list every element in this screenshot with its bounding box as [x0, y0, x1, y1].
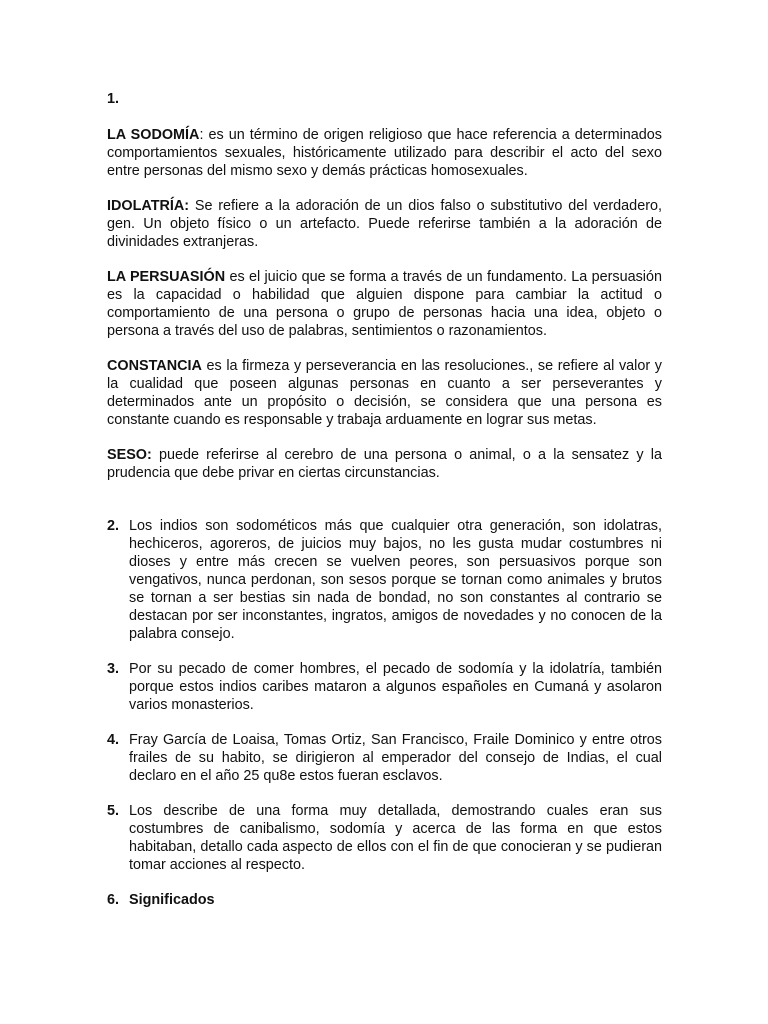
list-number: 4. — [107, 732, 120, 748]
list-number: 6. — [107, 892, 120, 908]
definition-text: : es un término de origen religioso que hace referencia a determinados comportamientos sexuales, históricamente utilizado para describir el acto del sexo entre personas del mismo sexo y demás prácticas homosexuales. — [107, 127, 662, 179]
term: CONSTANCIA — [107, 358, 202, 374]
list-text: Por su pecado de comer hombres, el pecado de sodomía y la idolatría, también porque estos indios caribes mataron a algunos españoles en Cumaná y asolaron varios monasterios. — [129, 661, 662, 713]
definition-text: Se refiere a la adoración de un dios falso o substitutivo del verdadero, gen. Un objeto físico o un artefacto. Puede referirse también a la adoración de divinidades extranjeras. — [107, 198, 662, 250]
term: SESO: — [107, 447, 152, 463]
definition-text: puede referirse al cerebro de una persona o animal, o a la sensatez y la prudencia que debe privar en ciertas circunstancias. — [107, 447, 662, 481]
list-item-6 — [107, 891, 662, 909]
list-item-5 — [107, 802, 662, 874]
section-number-1: 1. — [107, 91, 120, 107]
list-item-2 — [107, 517, 662, 643]
term: IDOLATRÍA: — [107, 198, 190, 214]
list-number: 3. — [107, 661, 120, 677]
term: LA PERSUASIÓN — [107, 269, 226, 285]
definition-persuasion — [107, 268, 662, 340]
list-text: Los indios son sodométicos más que cualquier otra generación, son idolatras, hechiceros, agoreros, de juicios muy bajos, no les gusta mudar costumbres ni dioses y entre más crecen se vuelven peores, son persuasivos porque son vengativos, nunca perdonan, son sesos porque se tornan como animales y brutos se tornan a ser bestias sin nada de bondad, no son constantes al contrario se destacan por ser inconstantes, ingratos, amigos de novedades y no conocen de la palabra consejo. — [129, 518, 662, 642]
definition-text: es la firmeza y perseverancia en las resoluciones., se refiere al valor y la cualidad que poseen algunas personas en cuanto a ser perseverantes y determinados ante un propósito o decisión, se considera que una persona es constante cuando es responsable y trabaja arduamente en lograr sus metas. — [107, 358, 662, 428]
list-number: 2. — [107, 518, 120, 534]
list-item-3 — [107, 660, 662, 714]
list-item-4 — [107, 731, 662, 785]
spacer — [107, 499, 662, 517]
definition-seso — [107, 446, 662, 482]
list-number: 5. — [107, 803, 120, 819]
definition-idolatria — [107, 197, 662, 251]
list-heading: Significados — [129, 892, 215, 908]
term: LA SODOMÍA — [107, 127, 200, 143]
list-text: Los describe de una forma muy detallada, demostrando cuales eran sus costumbres de canibalismo, sodomía y acerca de las forma en que estos habitaban, detallo cada aspecto de ellos con el fin de que conocieran y se pudieran tomar acciones al respecto. — [129, 803, 662, 873]
list-text: Fray García de Loaisa, Tomas Ortiz, San Francisco, Fraile Dominico y entre otros frailes de su habito, se dirigieron al emperador del consejo de Indias, el cual declaro en el año 25 qu8e estos fueran esclavos. — [129, 732, 662, 784]
definition-text: es el juicio que se forma a través de un fundamento. La persuasión es la capacidad o habilidad que alguien dispone para cambiar la actitud o comportamiento de una persona o grupo de personas hacia una idea, objeto o persona a través del uso de palabras, sentimientos o razonamientos. — [107, 269, 662, 339]
document-page — [107, 90, 662, 926]
definition-sodomia — [107, 126, 662, 180]
definition-constancia — [107, 357, 662, 429]
